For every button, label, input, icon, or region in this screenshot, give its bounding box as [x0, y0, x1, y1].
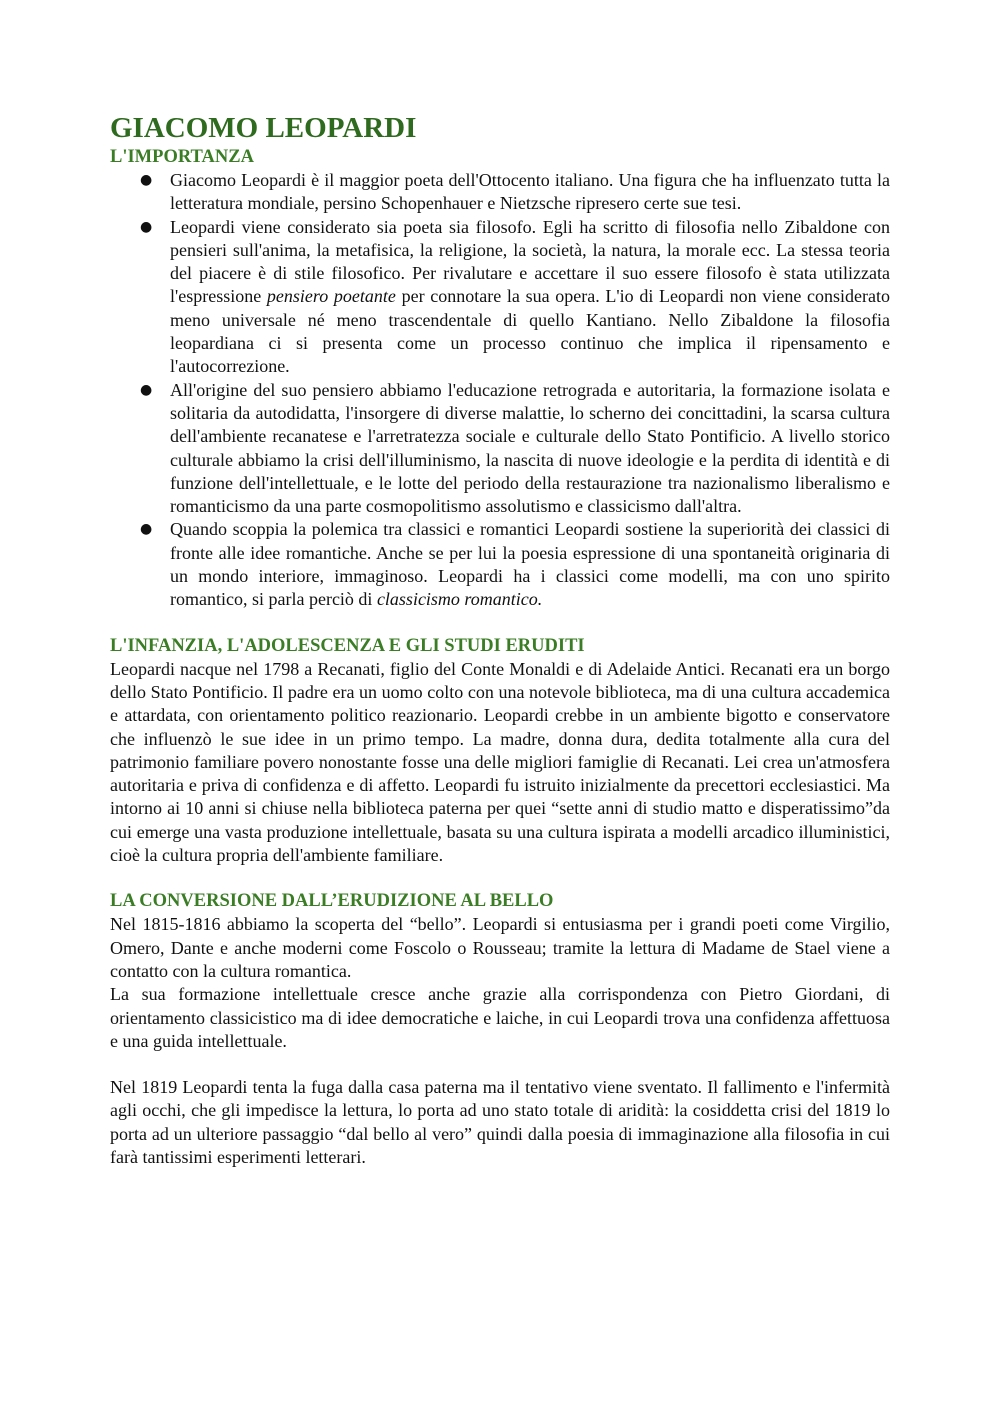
conversione-paragraph-2: La sua formazione intellettuale cresce anche grazie alla corrispondenza con Pietro Giordani, di orientamento classicistico ma di idee democratiche e laiche, in cui Leopardi trova una confidenza affettuosa e una guida intellettuale. — [110, 984, 890, 1051]
bullet-text: All'origine del suo pensiero abbiamo l'educazione retrograda e autoritaria, la formazione isolata e solitaria da autodidatta, l'insorgere di diverse malattie, lo scherno dei concittadini, la scarsa cultura dell'ambiente recanatese e l'arretratezza sociale e culturale dello Stato Pontificio. A livello storico culturale abbiamo la crisi dell'illuminismo, la nascita di nuove ideologie e la perdita di identità e di funzione dell'intellettuale, e le lotte del periodo della restaurazione tra nazionalismo liberalismo e romanticismo da una parte cosmopolitismo assolutismo e classicismo dall'altra. — [170, 379, 890, 517]
conversione-paragraph-3: Nel 1819 Leopardi tenta la fuga dalla casa paterna ma il tentativo viene sventato. Il fallimento e l'infermità agli occhi, che gli impedisce la lettura, lo porta ad uno stato totale di aridità: la cosiddetta crisi del 1819 lo porta ad un ulteriore passaggio “dal bello al vero” quindi dalla poesia di immaginazione alla filosofia in cui farà tantissimi esperimenti letterari. — [110, 1077, 890, 1167]
bullet-icon: ● — [140, 218, 153, 235]
bullet-item — [140, 169, 890, 216]
bullet-item — [140, 518, 890, 611]
emphasis-text: pensiero poetante — [266, 286, 396, 307]
paragraph-spacer — [110, 1053, 890, 1076]
section-heading-conversione: LA CONVERSIONE DALL’ERUDIZIONE AL BELLO — [110, 891, 554, 912]
section-spacer — [110, 867, 890, 890]
bullet-text: Leopardi viene considerato sia poeta sia filosofo. Egli ha scritto di filosofia nello Zibaldone con pensieri sull'anima, la metafisica, la religione, la società, la natura, la morale ecc. La stessa teoria del piacere è di stile filosofico. Per rivalutare e accettare il suo essere filosofo è stata utilizzata l'espressione — [170, 216, 890, 307]
section-spacer — [110, 612, 890, 635]
bullet-icon: ● — [140, 381, 153, 398]
document-title: GIACOMO LEOPARDI — [110, 112, 417, 144]
bullet-icon: ● — [140, 172, 153, 188]
bullet-item — [140, 379, 890, 519]
section-heading-infanzia: L'INFANZIA, L'ADOLESCENZA E GLI STUDI ERUDITI — [110, 635, 585, 656]
bullet-item — [140, 216, 890, 379]
bullet-text: per connotare la sua opera. L'io di Leopardi non viene considerato meno universale né meno trascendentale di quello Kantiano. Nello Zibaldone la filosofia leopardiana ci si presenta come un processo continuo che implica il ripensamento e l'autocorrezione. — [170, 286, 890, 377]
bullet-text: Giacomo Leopardi è il maggior poeta dell'Ottocento italiano. Una figura che ha influenzato tutta la letteratura mondiale, persino Schopenhauer e Nietzsche ripresero certe sue tesi. — [170, 170, 890, 214]
infanzia-paragraph: Leopardi nacque nel 1798 a Recanati, figlio del Conte Monaldi e di Adelaide Antici. Recanati era un borgo dello Stato Pontificio. Il padre era un uomo colto con una notevole biblioteca, ma di una cultura accademica e attardata, con orientamento politico reazionario. Leopardi crebbe in un ambiente bigotto e conservatore che influenzò le sue idee in un primo tempo. La madre, donna dura, dedita totalmente alla cura del patrimonio familiare povero nonostante fosse una delle migliori famiglie di Recanati. Lei crea un'atmosfera autoritaria e priva di confidenza e di affetto. Leopardi fu istruito inizialmente da precettori ecclesiastici. Ma intorno ai 10 anni si chiuse nella biblioteca paterna per quei “sette anni di studio matto e disperatissimo”da cui emerge una vasta produzione intellettuale, basata su una cultura ispirata a modelli arcadico illuministici, cioè la cultura propria dell'ambiente familiare. — [110, 658, 890, 866]
conversione-paragraph-1: Nel 1815-1816 abbiamo la scoperta del “bello”. Leopardi si entusiasma per i grandi poeti come Virgilio, Omero, Dante e anche moderni come Foscolo o Rousseau; tramite la lettura di Madame de Stael viene a contatto con la cultura romantica. — [110, 914, 890, 981]
emphasis-text: classicismo romantico. — [376, 589, 543, 610]
bullet-icon: ● — [140, 521, 153, 538]
bullet-text: Quando scoppia la polemica tra classici e romantici Leopardi sostiene la superiorità dei classici di fronte alle idee romantiche. Anche se per lui la poesia espressione di una spontaneità originaria di un mondo interiore, immaginoso. Leopardi ha i classici come modelli, ma con uno spirito romantico, si parla perciò di — [170, 519, 890, 610]
importanza-bullet-list — [110, 169, 890, 612]
section-heading-importanza: L'IMPORTANZA — [110, 147, 254, 167]
